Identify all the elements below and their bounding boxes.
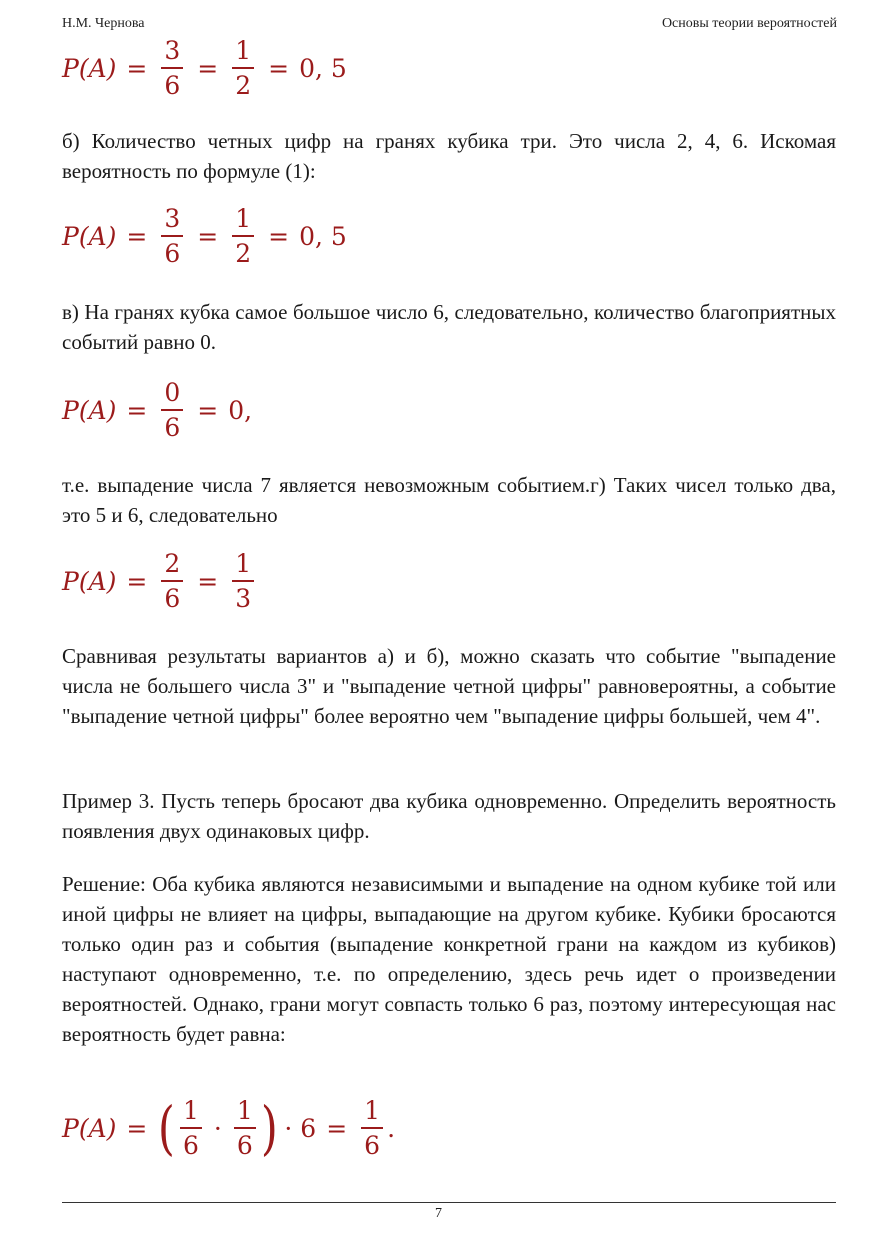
equals-sign: =	[268, 53, 290, 83]
fraction	[232, 38, 254, 98]
fraction	[161, 551, 183, 611]
fraction	[232, 551, 254, 611]
numerator: 1	[364, 1096, 381, 1125]
fraction	[234, 1098, 256, 1158]
formula-result: 0, 5	[299, 53, 347, 83]
paragraph-g: т.е. выпадение числа 7 является невозможным событием.г) Таких чисел только два, это 5 и 6, следовательно	[62, 473, 836, 527]
formula-period: .	[387, 1113, 396, 1143]
formula-2	[62, 206, 347, 266]
header-title: Основы теории вероятностей	[661, 16, 837, 31]
denominator: 6	[161, 580, 183, 611]
numerator: 3	[164, 36, 181, 65]
equals-sign: =	[197, 221, 219, 251]
fraction	[161, 380, 183, 440]
formula-result: 0, 5	[299, 221, 347, 251]
multiply-by-six: · 6	[284, 1113, 317, 1143]
paragraph-solution: Решение: Оба кубика являются независимыми и выпадение на одном кубике той или иной цифры не влияет на цифры, выпадающие на другом кубике. Кубики бросаются только один раз и события (выпадение конкретной грани на каждом из кубиков) наступают одновременно, т.е. по определению, здесь речь идет о произведении вероятностей. Однако, грани могут совпасть только 6 раз, поэтому интересующая нас вероятность будет равна:	[62, 872, 836, 1046]
denominator: 6	[234, 1127, 256, 1158]
fraction	[180, 1098, 202, 1158]
running-header	[62, 16, 837, 36]
paragraph-compare: Сравнивая результаты вариантов а) и б), можно сказать что событие "выпадение числа не большего числа 3" и "выпадение четной цифры" равновероятны, а событие "выпадение четной цифры" более вероятно чем "выпадение цифры большей, чем 4".	[62, 644, 836, 728]
paragraph-b: б) Количество четных цифр на гранях кубика три. Это числа 2, 4, 6. Искомая вероятность по формуле (1):	[62, 129, 836, 183]
formula-lhs: P(A)	[62, 566, 117, 596]
numerator: 1	[235, 204, 252, 233]
numerator: 0	[164, 378, 181, 407]
formula-lhs: P(A)	[62, 395, 117, 425]
equals-sign: =	[126, 566, 148, 596]
formula-lhs: P(A)	[62, 221, 117, 251]
denominator: 2	[232, 235, 254, 266]
equals-sign: =	[197, 395, 219, 425]
fraction	[161, 206, 183, 266]
denominator: 6	[180, 1127, 202, 1158]
fraction	[361, 1098, 383, 1158]
equals-sign: =	[197, 566, 219, 596]
denominator: 6	[361, 1127, 383, 1158]
denominator: 6	[161, 409, 183, 440]
formula-lhs: P(A)	[62, 53, 117, 83]
page-number: 7	[435, 1206, 442, 1221]
equals-sign: =	[197, 53, 219, 83]
paragraph-example-3: Пример 3. Пусть теперь бросают два кубика одновременно. Определить вероятность появления двух одинаковых цифр.	[62, 789, 836, 843]
formula-4	[62, 551, 258, 611]
formula-1	[62, 38, 347, 98]
denominator: 6	[161, 235, 183, 266]
footer-divider	[62, 1202, 836, 1203]
equals-sign: =	[126, 395, 148, 425]
equals-sign: =	[126, 53, 148, 83]
formula-3	[62, 380, 252, 440]
equals-sign: =	[268, 221, 290, 251]
numerator: 1	[182, 1096, 199, 1125]
fraction	[232, 206, 254, 266]
denominator: 3	[232, 580, 254, 611]
numerator: 3	[164, 204, 181, 233]
formula-5	[62, 1094, 396, 1162]
numerator: 2	[164, 549, 181, 578]
left-parenthesis: (	[158, 1094, 176, 1162]
right-parenthesis: )	[260, 1094, 278, 1162]
numerator: 1	[236, 1096, 253, 1125]
formula-result: 0,	[228, 395, 253, 425]
formula-lhs: P(A)	[62, 1113, 117, 1143]
equals-sign: =	[326, 1113, 348, 1143]
multiply-dot: ·	[213, 1113, 222, 1143]
numerator: 1	[235, 36, 252, 65]
header-author: Н.М. Чернова	[62, 16, 145, 31]
denominator: 6	[161, 67, 183, 98]
paragraph-v: в) На гранях кубка самое большое число 6, следовательно, количество благоприятных событий равно 0.	[62, 300, 836, 354]
equals-sign: =	[126, 221, 148, 251]
numerator: 1	[235, 549, 252, 578]
fraction	[161, 38, 183, 98]
denominator: 2	[232, 67, 254, 98]
equals-sign: =	[126, 1113, 148, 1143]
